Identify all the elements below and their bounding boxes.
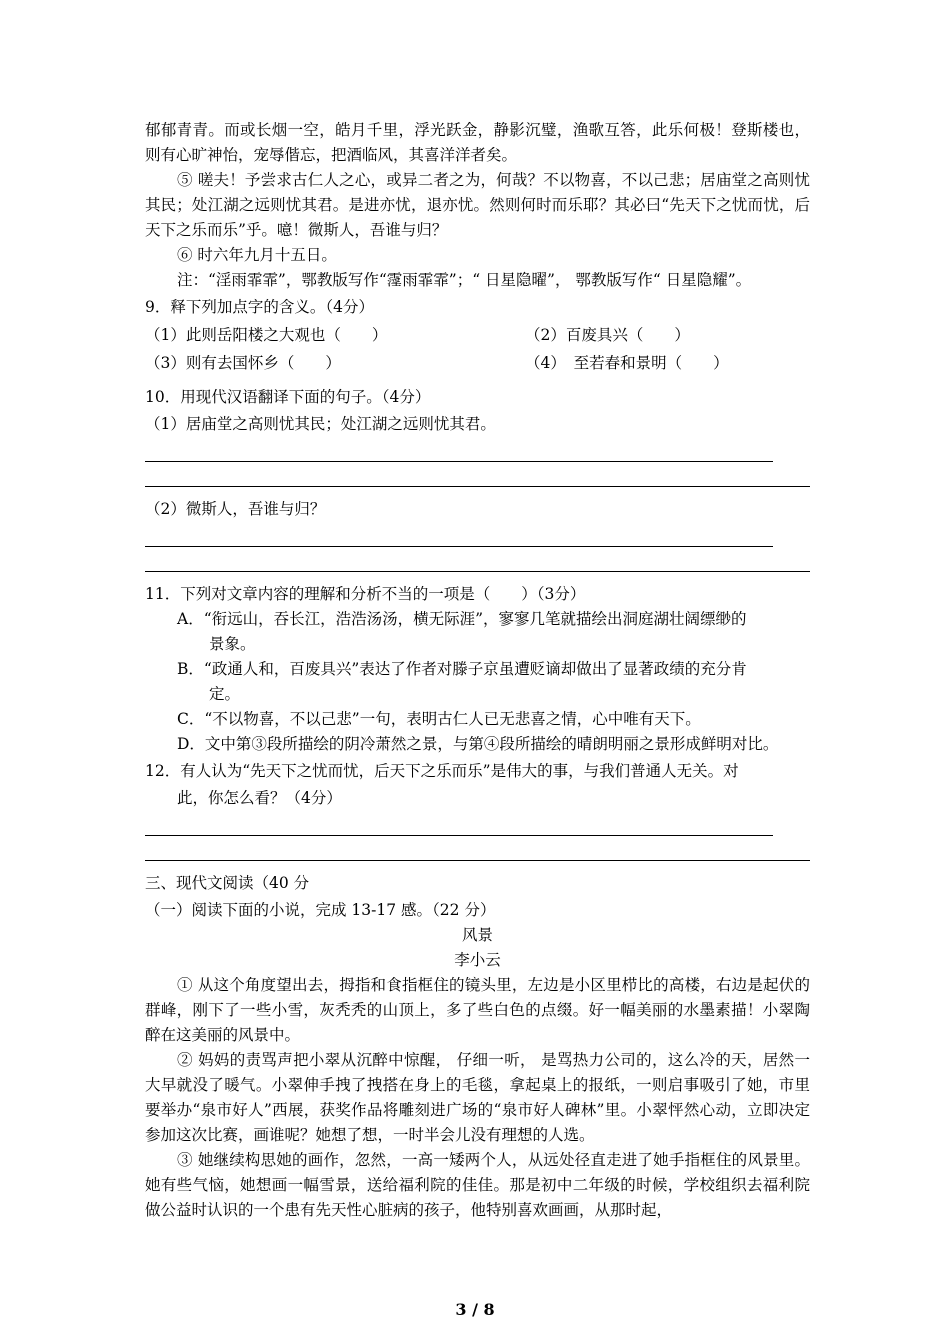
question-9-item: （3）则有去国怀乡（ ） xyxy=(145,354,341,372)
question-10-sub-1: （1）居庙堂之高则忧其民；处江湖之远则忧其君。 xyxy=(145,415,496,433)
story-title: 风景 xyxy=(461,926,493,944)
option-b xyxy=(145,657,810,707)
question-9-item: （2）百废具兴（ ） xyxy=(525,326,690,344)
section-3-title: 三、现代文阅读（40 分 xyxy=(145,874,310,892)
edition-note: 注：“淫雨霏霏”，鄂教版写作“霪雨霏霏”；“ 日星隐曜”， 鄂教版写作“ 日星隐耀”。 xyxy=(177,271,752,289)
story-paragraph-1: ① 从这个角度望出去，拇指和食指框住的镜头里，左边是小区里栉比的高楼，右边是起伏的群峰，刚下了一些小雪，灰秃秃的山顶上，多了些白色的点缀。好一幅美丽的水墨素描！小翠陶醉在这美丽的风景中。 xyxy=(145,976,810,1044)
story-paragraph-3: ③ 她继续构思她的画作，忽然，一高一矮两个人，从远处径直走进了她手指框住的风景里。她有些气恼，她想画一幅雪景，送给福利院的佳佳。那是初中二年级的时候，学校组织去福利院做公益时认识的一个患有先天性心脏病的孩子，他特别喜欢画画，从那时起， xyxy=(145,1151,810,1219)
option-c: C．“不以物喜，不以己悲”一句，表明古仁人已无悲喜之情，心中唯有天下。 xyxy=(177,710,701,728)
story-paragraph-2: ② 妈妈的责骂声把小翠从沉醉中惊醒， 仔细一听， 是骂热力公司的，这么冷的天，居然一大早就没了暖气。小翠伸手拽了拽搭在身上的毛毯，拿起桌上的报纸，一则启事吸引了她，市里要举办“泉市好人”西展，获奖作品将雕刻进广场的“泉市好人碑林”里。小翠怦然心动，立即决定参加这次比赛，画谁呢？她想了想，一时半会儿没有理想的人选。 xyxy=(145,1051,810,1144)
page-content xyxy=(145,118,810,1223)
story-author: 李小云 xyxy=(454,951,501,969)
answer-line[interactable] xyxy=(145,462,810,487)
paragraph-6: ⑥ 时六年九月十五日。 xyxy=(177,246,337,264)
answer-line[interactable] xyxy=(145,547,810,572)
question-9-row-1 xyxy=(145,323,810,348)
question-9-row-2 xyxy=(145,351,810,376)
answer-line[interactable] xyxy=(145,522,773,547)
question-10-stem: 10．用现代汉语翻译下面的句子。（4分） xyxy=(145,388,431,406)
question-12-line-1: 12．有人认为“先天下之忧而忧，后天下之乐而乐”是伟大的事，与我们普通人无关。对 xyxy=(145,762,739,780)
option-b-line-2: 定。 xyxy=(209,685,241,703)
question-12-line-2: 此，你怎么看？（4分） xyxy=(177,789,342,807)
paragraph-5: ⑤ 嗟夫！予尝求古仁人之心，或异二者之为，何哉？不以物喜，不以己悲；居庙堂之高则忧其民；处江湖之远则忧其君。是进亦忧，退亦忧。然则何时而乐耶？其必曰“先天下之忧而忧，后天下之乐而乐”乎。噫！微斯人，吾谁与归？ xyxy=(145,171,810,239)
section-3-subheading: （一）阅读下面的小说，完成 13-17 感。（22 分） xyxy=(145,901,496,919)
question-9-item: （4） 至若春和景明（ ） xyxy=(525,354,729,372)
option-d: D．文中第③段所描绘的阴冷萧然之景，与第④段所描绘的晴朗明丽之景形成鲜明对比。 xyxy=(177,735,779,753)
answer-line[interactable] xyxy=(145,811,773,836)
option-a xyxy=(145,607,810,657)
option-b-line-1: B．“政通人和，百废具兴”表达了作者对滕子京虽遭贬谪却做出了显著政绩的充分肯 xyxy=(177,660,747,678)
option-a-line-1: A．“衔远山，吞长江，浩浩汤汤，横无际涯”，寥寥几笔就描绘出洞庭湖壮阔缥缈的 xyxy=(177,610,747,628)
question-9-stem: 9．释下列加点字的含义。（4分） xyxy=(145,298,374,316)
paragraph-4-continued: 郁郁青青。而或长烟一空，皓月千里，浮光跃金，静影沉璧，渔歌互答，此乐何极！登斯楼也，则有心旷神怡，宠辱偕忘，把酒临风，其喜洋洋者矣。 xyxy=(145,121,810,164)
option-a-line-2: 景象。 xyxy=(209,635,256,653)
question-10-sub-2: （2）微斯人，吾谁与归？ xyxy=(145,500,326,518)
answer-line[interactable] xyxy=(145,836,810,861)
question-11-stem: 11．下列对文章内容的理解和分析不当的一项是（ ）（3分） xyxy=(145,585,586,603)
answer-line[interactable] xyxy=(145,437,773,462)
question-9-item: （1）此则岳阳楼之大观也（ ） xyxy=(145,326,388,344)
page-number: 3 / 8 xyxy=(455,1300,495,1319)
